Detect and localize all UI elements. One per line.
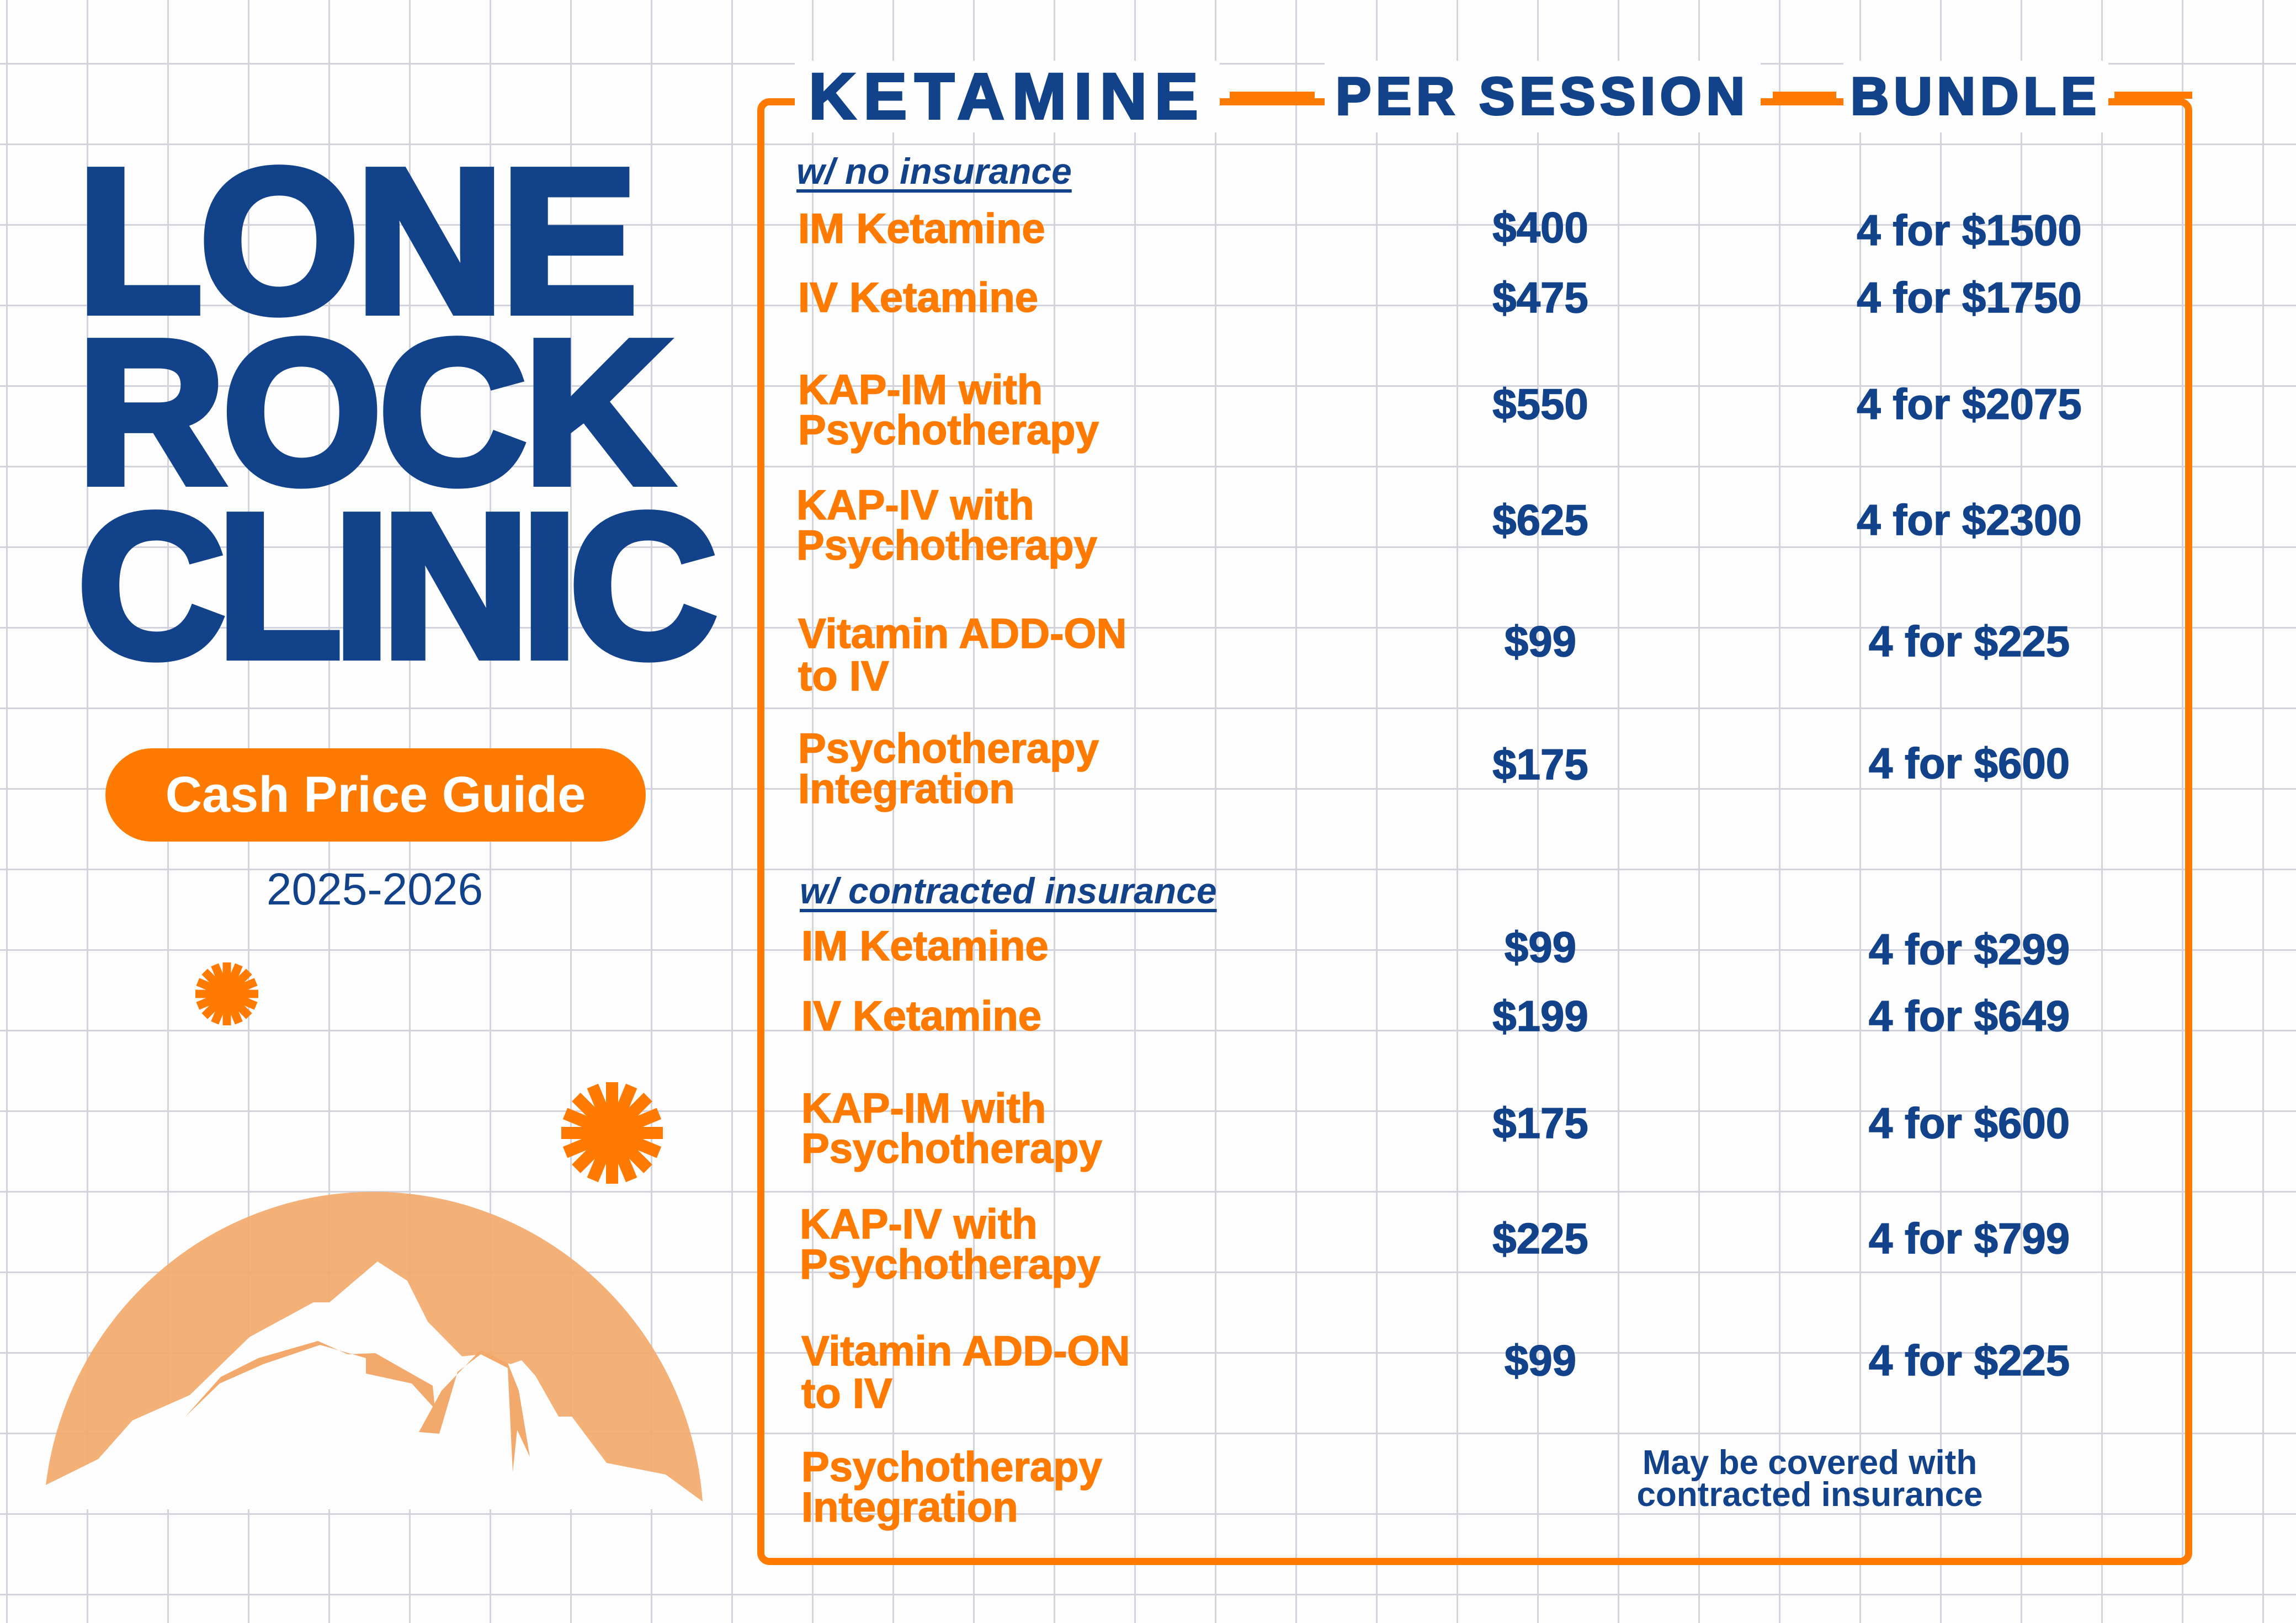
bundle-price: 4 for $799 <box>1868 1214 2070 1263</box>
bundle-price: 4 for $225 <box>1868 617 2070 666</box>
service-label: KAP-IM with Psychotherapy <box>801 1085 1102 1172</box>
session-price: $475 <box>1492 273 1588 322</box>
header-divider <box>2114 92 2192 99</box>
session-price: $225 <box>1492 1214 1588 1263</box>
service-label: Vitamin ADD-ON to IV <box>801 1328 1130 1417</box>
session-price: $175 <box>1492 740 1588 789</box>
session-price: $400 <box>1492 203 1588 252</box>
bundle-price: 4 for $299 <box>1868 925 2070 973</box>
session-price: $550 <box>1492 380 1588 428</box>
service-label: Vitamin ADD-ON to IV <box>798 610 1127 700</box>
section-heading-no-insurance: w/ no insurance <box>796 151 1072 191</box>
header-per-session: PER SESSION <box>1325 61 1761 132</box>
title-line-lone: LONE <box>77 126 635 355</box>
service-label: Psychotherapy Integration <box>801 1444 1102 1531</box>
coverage-note: May be covered with contracted insurance <box>1636 1444 1983 1514</box>
mountain-sun-illustration <box>0 0 773 1623</box>
service-label: IM Ketamine <box>798 205 1045 252</box>
sun-burst-icon <box>561 1082 663 1184</box>
cash-price-guide-badge: Cash Price Guide <box>105 748 646 842</box>
header-divider <box>1773 92 1836 99</box>
header-ketamine: KETAMINE <box>795 61 1220 132</box>
title-line-rock: ROCK <box>77 297 669 526</box>
session-price: $175 <box>1492 1099 1588 1147</box>
bundle-price: 4 for $2075 <box>1857 380 2082 428</box>
years-label: 2025-2026 <box>266 864 483 914</box>
session-price: $199 <box>1492 992 1588 1040</box>
session-price: $99 <box>1504 923 1577 971</box>
session-price: $625 <box>1492 496 1588 544</box>
sun-burst-icon <box>195 962 258 1025</box>
header-bundle: BUNDLE <box>1843 61 2108 132</box>
service-label: IM Ketamine <box>801 923 1049 970</box>
service-label: KAP-IV with Psychotherapy <box>796 482 1097 569</box>
bundle-price: 4 for $225 <box>1868 1336 2070 1385</box>
section-heading-contracted-insurance: w/ contracted insurance <box>800 870 1217 911</box>
session-price: $99 <box>1504 617 1577 666</box>
service-label: KAP-IV with Psychotherapy <box>800 1201 1101 1288</box>
header-divider <box>1230 92 1315 99</box>
bundle-price: 4 for $1500 <box>1857 206 2082 254</box>
service-label: IV Ketamine <box>798 274 1039 321</box>
session-price: $99 <box>1504 1336 1577 1385</box>
bundle-price: 4 for $600 <box>1868 1099 2070 1147</box>
bundle-price: 4 for $2300 <box>1857 496 2082 544</box>
service-label: Psychotherapy Integration <box>798 725 1099 812</box>
title-line-clinic: CLINIC <box>77 471 709 700</box>
service-label: KAP-IM with Psychotherapy <box>798 366 1099 454</box>
bundle-price: 4 for $1750 <box>1857 273 2082 322</box>
service-label: IV Ketamine <box>801 993 1042 1040</box>
bundle-price: 4 for $600 <box>1868 739 2070 787</box>
bundle-price: 4 for $649 <box>1868 992 2070 1040</box>
